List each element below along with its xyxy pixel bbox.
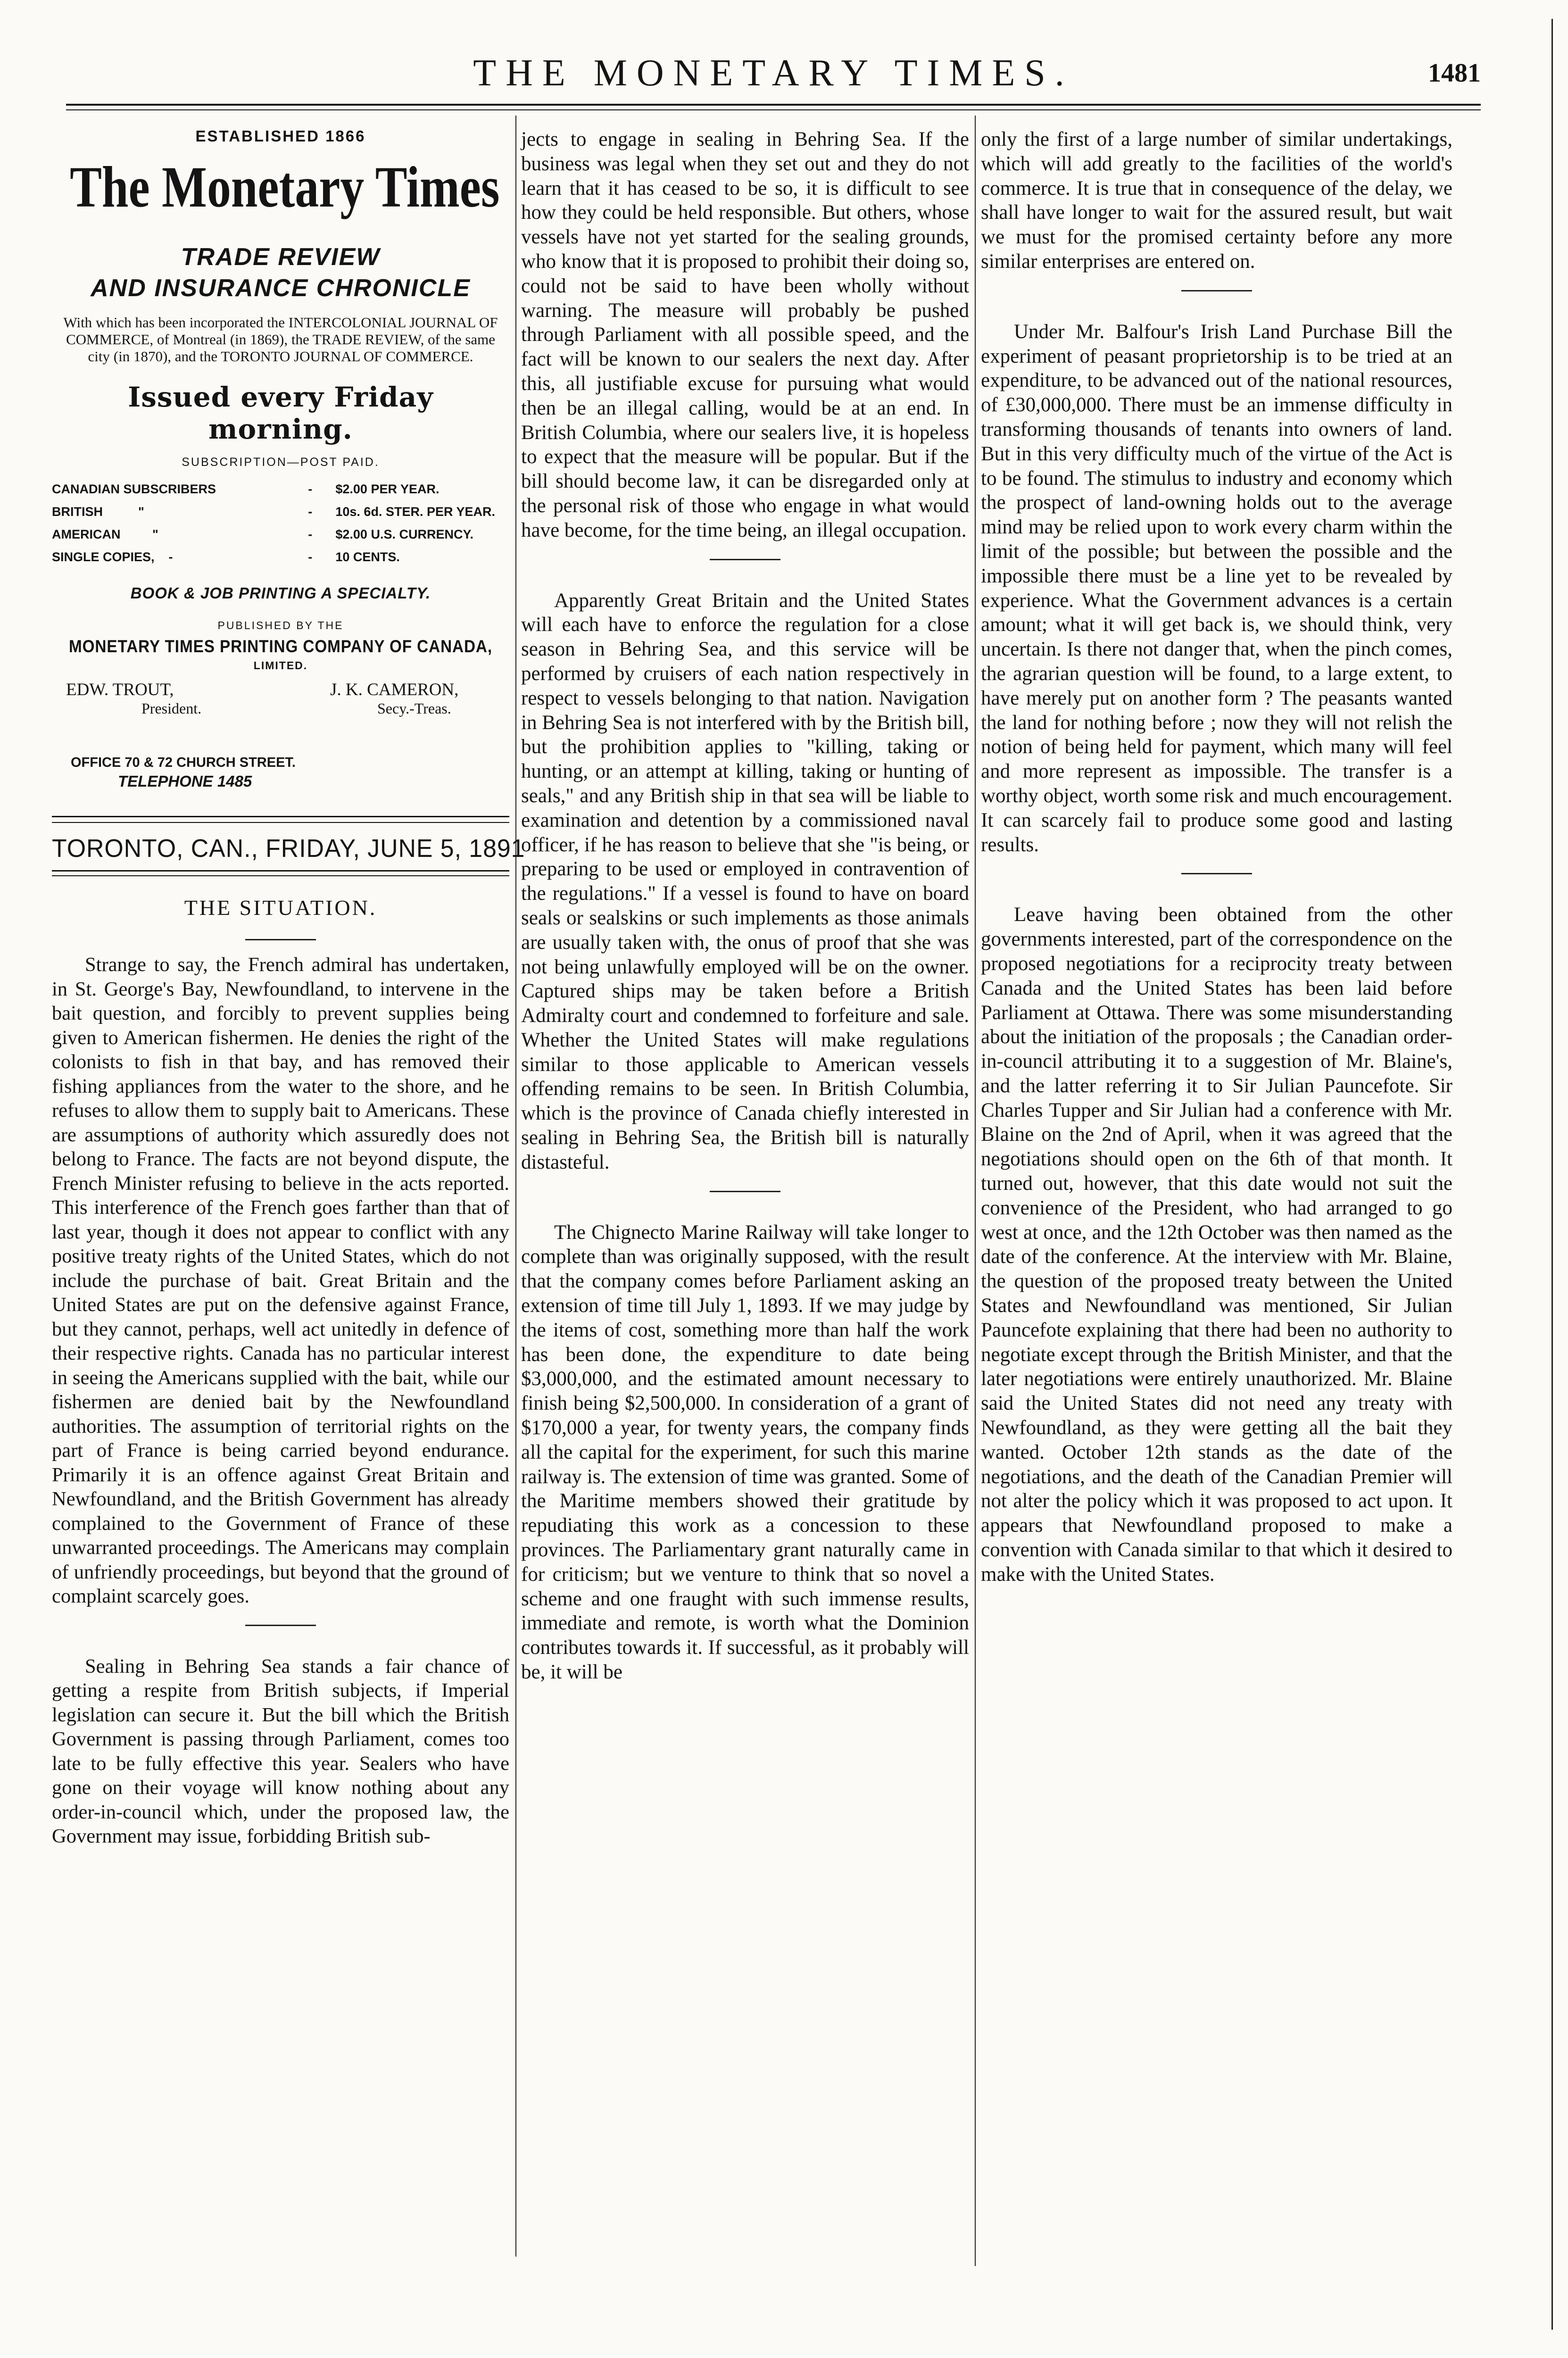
book-job-printing-line: BOOK & JOB PRINTING A SPECIALTY. bbox=[130, 584, 431, 602]
officer-secretary-treasurer bbox=[330, 680, 458, 717]
article-behring-sea-continued: jects to engage in sealing in Behring Sea. If the business was legal when they set out and they do not learn that it has ceased to be so, it is difficult to see how they could be held responsible. But others, whose vessels have not yet started for the sealing grounds, who know that it is proposed to prohibit their doing so, could not be said to have been wholly without warning. The measure will probably be pushed through Parliament with all possible speed, and the fact will be known to our sealers the next day. After this, all justifiable excuse for pursuing what would then be an illegal calling, would be at an end. In British Columbia, where our sealers live, it is hopeless to expect that the measure will be popular. But if the bill should become law, it can be disregarded only at the personal risk of those who engage in what would have become, for the time being, an illegal occupation. bbox=[521, 128, 969, 541]
officer-president bbox=[66, 680, 201, 717]
published-by-line: PUBLISHED BY THE bbox=[217, 619, 344, 631]
article-separator bbox=[710, 1191, 780, 1192]
rate-price: $2.00 PER YEAR. bbox=[335, 482, 440, 496]
rate-price: $2.00 U.S. CURRENCY. bbox=[335, 527, 473, 541]
page-edge-rule bbox=[1551, 19, 1553, 2330]
masthead-rule bbox=[52, 816, 509, 817]
subscription-heading: SUBSCRIPTION—POST PAID. bbox=[182, 456, 380, 469]
publisher-limited: LIMITED. bbox=[253, 659, 308, 672]
office-address: OFFICE 70 & 72 CHURCH STREET. bbox=[71, 755, 296, 770]
masthead-subtitle-trade-review: TRADE REVIEW bbox=[181, 243, 381, 271]
column-2 bbox=[521, 118, 969, 1685]
article-close-season-enforcement: Apparently Great Britain and the United States will each have to enforce the regulation for a close season in Behring Sea, and this service will be performed by cruisers of each nation respectively in respect to vessels belonging to that nation. Navigation in Behring Sea is not interfered with by the British bill, but the prohibition applies to "killing, taking or hunting, or an attempt at killing, taking or hunting of seals," and any British ship in that sea will be liable to examination and detention by a commissioned naval officer, if he has reason to believe that she "is being, or preparing to be used or employed in contravention of the regulations." If a vessel is found to have on board seals or sealskins or such implements as those animals are usually taken with, the onus of proof that she was not being unlawfully employed will be on the owner. Captured ships may be taken before a British Admiralty court and condemned to forfeiture and sale. Whether the United States will make regulations similar to those applicable to American vessels offending remains to be seen. In British Columbia, which is the province of Canada chiefly interested in sealing in Behring Sea, the British bill is naturally distasteful. bbox=[521, 589, 969, 1173]
officer-name: J. K. CAMERON, bbox=[330, 680, 459, 699]
column-rule-2 bbox=[975, 116, 976, 2266]
rate-row bbox=[52, 500, 509, 523]
officers bbox=[52, 680, 509, 731]
incorporation-note: With which has been incorporated the INTERCOLONIAL JOURNAL OF COMMERCE, of Montreal (in 1869), the TRADE REVIEW, of the same city (in 1870), and the TORONTO JOURNAL OF COMMERCE. bbox=[63, 314, 498, 365]
officer-role: Secy.-Treas. bbox=[377, 700, 451, 717]
subscription-rates bbox=[52, 478, 509, 568]
rate-dash: - bbox=[308, 527, 313, 541]
article-separator bbox=[710, 559, 780, 560]
masthead bbox=[52, 127, 509, 790]
rate-label: AMERICAN " bbox=[52, 527, 158, 541]
rate-row bbox=[52, 546, 509, 568]
section-title-rule bbox=[245, 939, 316, 940]
rate-dash: - bbox=[308, 505, 313, 519]
section-title: THE SITUATION. bbox=[184, 896, 377, 920]
article-chignecto-continued: only the first of a large number of similar undertakings, which will add greatly to the facilities of the world's commerce. It is true that in consequence of the delay, we shall have longer to wait for the assured result, but wait we must for the promised certainty before any more similar enterprises are entered on. bbox=[981, 128, 1452, 273]
rate-dash: - bbox=[308, 482, 313, 496]
rate-price: 10 CENTS. bbox=[335, 550, 400, 564]
publisher-company: MONETARY TIMES PRINTING COMPANY OF CANADA, bbox=[68, 637, 493, 656]
dateline-rule-thin bbox=[52, 875, 509, 876]
article-chignecto-railway: The Chignecto Marine Railway will take longer to complete than was originally supposed, with the result that the company comes before Parliament asking an extension of time till July 1, 1893. If we may judge by the items of cost, something more than half the work has been done, the expenditure to date being $3,000,000, and the estimated amount necessary to finish being $2,500,000. In consideration of a grant of $170,000 a year, for twenty years, the company finds all the capital for the experiment, for such this marine railway is. The extension of time was granted. Some of the Maritime members showed their gratitude by repudiating this work as a concession to these provinces. The Parliamentary grant naturally came in for criticism; but we venture to think that so novel a scheme and one fraught with such immense results, immediate and remote, is worth what the Dominion contributes towards it. If successful, as it probably will be, it will be bbox=[521, 1221, 969, 1684]
running-head bbox=[66, 45, 1481, 101]
rate-label: SINGLE COPIES, - bbox=[52, 550, 173, 564]
column-1 bbox=[52, 118, 525, 1849]
header-rule bbox=[66, 104, 1481, 106]
running-title: THE MONETARY TIMES. bbox=[473, 52, 1074, 94]
article-behring-sea-sealing: Sealing in Behring Sea stands a fair chance of getting a respite from British subjects, if Imperial legislation can secure it. But the bill which the British Government is passing through Parliament, comes too late to be fully effective this year. Sealers who have gone on their voyage will know nothing about any order-in-council which, under the proposed law, the Government may issue, forbidding British sub- bbox=[52, 1655, 509, 1847]
article-separator bbox=[1181, 873, 1252, 874]
masthead-title: The Monetary Times bbox=[70, 155, 500, 219]
established-line: ESTABLISHED 1866 bbox=[195, 127, 366, 145]
article-separator bbox=[245, 1625, 316, 1626]
rate-label: BRITISH " bbox=[52, 505, 144, 519]
issued-line: Issued every Friday morning. bbox=[128, 381, 433, 445]
column-rule-1 bbox=[515, 116, 516, 2257]
article-separator bbox=[1181, 290, 1252, 291]
masthead-rule-thin bbox=[52, 822, 509, 823]
article-reciprocity-treaty: Leave having been obtained from the other governments interested, part of the correspondence on the proposed negotiations for a reciprocity treaty between Canada and the United States has been laid before Parliament at Ottawa. There was some misunderstanding about the initiation of the proposals ; the Canadian order-in-council attributing it to a suggestion of Mr. Blaine's, and the latter referring it to Sir Julian Pauncefote. Sir Charles Tupper and Sir Julian had a conference with Mr. Blaine on the 2nd of April, when it was agreed that the negotiations should open on the 6th of that month. It turned out, however, that this date would not suit the convenience of the President, who had arranged to go west at once, and the 12th October was then named as the date of the conference. At the interview with Mr. Blaine, the question of the proposed treaty between the United States and Newfoundland was mentioned, Sir Julian Pauncefote explaining that there had been no authority to negotiate except through the British Minister, and that the later negotiations were entirely unauthorized. Mr. Blaine said the United States did not need any treaty with Newfoundland, as they were getting all the bait they wanted. October 12th stands as the date of the negotiations, and the death of the Canadian Premier will not alter the policy which it was proposed to act upon. It appears that Newfoundland proposed to make a convention with Canada similar to that which it desired to make with the United States. bbox=[981, 904, 1452, 1586]
header-rule-thin bbox=[66, 109, 1481, 110]
masthead-subtitle-insurance: AND INSURANCE CHRONICLE bbox=[91, 274, 471, 302]
dateline-rule bbox=[52, 870, 509, 872]
officer-name: EDW. TROUT, bbox=[66, 680, 174, 699]
article-french-admiral: Strange to say, the French admiral has undertaken, in St. George's Bay, Newfoundland, to intervene in the bait question, and forcibly to prevent supplies being given to American fishermen. He denies the right of the colonists to fish in that bay, and has removed their fishing appliances from the water to the shore, and he refuses to allow them to supply bait to Americans. These are assumptions of authority which assuredly does not belong to France. The facts are not beyond dispute, the French Minister refusing to believe in the acts reported. This interference of the French goes farther than that of last year, though it does not appear to conflict with any positive treaty rights of the United States, which do not include the purchase of bait. Great Britain and the United States are put on the defensive against France, but they cannot, perhaps, well act unitedly in defence of their respective rights. Canada has no particular interest in seeing the Americans supplied with the bait, while our fishermen are denied bait by the Newfoundland authorities. The assumption of territorial rights on the part of France is being carried beyond endurance. Primarily it is an offence against Great Britain and Newfoundland, and the British Government has already complained to the Government of France of these unwarranted proceedings. The Americans may complain of unfriendly proceedings, but beyond that the ground of complaint scarcely goes. bbox=[52, 954, 509, 1607]
article-irish-land-purchase: Under Mr. Balfour's Irish Land Purchase Bill the experiment of peasant proprietorship is to be tried at an expenditure, to be advanced out of the national resources, of £30,000,000. There must be an immense difficulty in transforming thousands of tenants into owners of land. But in this very difficulty much of the virtue of the Act is to be found. The stimulus to industry and economy which the prospect of land-owning holds out to the average mind may be relied upon to work every charm within the limit of the possible; but between the possible and the impossible there must be a line yet to be revealed by experience. What the Government advances is a certain amount; what it will get back is, we should think, very uncertain. Is there not danger that, when the pinch comes, the agrarian question will be found, to a large extent, to have merely put on another form ? The peasants wanted the land for nothing before ; now they will not relish the notion of being held for payment, which many will feel and more represent as impossible. The transfer is a worthy object, worth some risk and much encouragement. It can scarcely fail to produce some good and lasting results. bbox=[981, 320, 1452, 856]
rate-dash: - bbox=[308, 550, 313, 564]
officer-role: President. bbox=[141, 700, 202, 717]
column-3 bbox=[981, 118, 1452, 1587]
telephone-line: TELEPHONE 1485 bbox=[118, 772, 252, 790]
dateline: TORONTO, CAN., FRIDAY, JUNE 5, 1891 bbox=[52, 834, 525, 863]
rate-row bbox=[52, 523, 509, 546]
page-number: 1481 bbox=[1428, 58, 1481, 88]
rate-label: CANADIAN SUBSCRIBERS bbox=[52, 482, 216, 496]
rate-price: 10s. 6d. STER. PER YEAR. bbox=[335, 505, 495, 519]
rate-row bbox=[52, 478, 509, 500]
